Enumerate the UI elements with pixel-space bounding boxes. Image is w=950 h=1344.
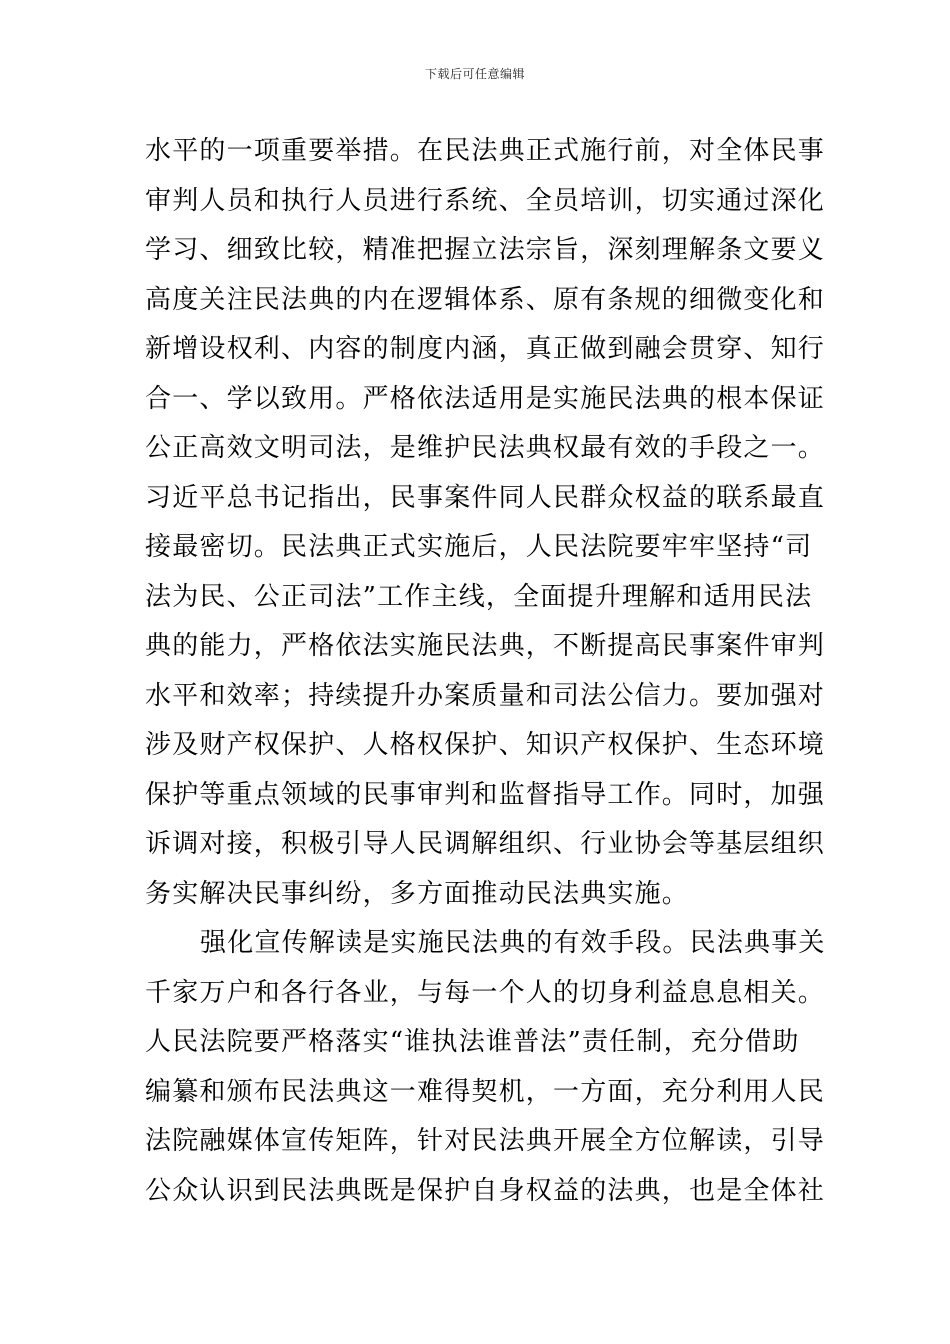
text-line: 新增设权利、内容的制度内涵，真正做到融会贯穿、知行 bbox=[145, 334, 826, 364]
text-line: 法院融媒体宣传矩阵，针对民法典开展全方位解读，引导 bbox=[145, 1126, 826, 1156]
text-line: 编纂和颁布民法典这一难得契机，一方面，充分利用人民 bbox=[145, 1076, 826, 1107]
text-line: 高度关注民法典的内在逻辑体系、原有条规的细微变化和 bbox=[145, 284, 826, 315]
text-line: 审判人员和执行人员进行系统、全员培训，切实通过深化 bbox=[145, 185, 826, 216]
paragraph-first-line: 强化宣传解读是实施民法典的有效手段。民法典事关 bbox=[200, 928, 826, 958]
body-text bbox=[145, 127, 826, 1216]
text-line: 合一、学以致用。严格依法适用是实施民法典的根本保证 bbox=[145, 383, 826, 414]
text-line: 法为民、公正司法”工作主线，全面提升理解和适用民法 bbox=[145, 581, 813, 612]
text-line: 接最密切。民法典正式实施后，人民法院要牢牢坚持“司 bbox=[145, 532, 813, 562]
text-line: 典的能力，严格依法实施民法典，不断提高民事案件审判 bbox=[145, 631, 826, 661]
text-line: 务实解决民事纠纷，多方面推动民法典实施。 bbox=[145, 878, 690, 909]
text-line: 诉调对接，积极引导人民调解组织、行业协会等基层组织 bbox=[145, 829, 826, 859]
text-line: 保护等重点领域的民事审判和监督指导工作。同时，加强 bbox=[145, 779, 826, 810]
page-header-note: 下载后可任意编辑 bbox=[424, 67, 525, 81]
text-line: 水平的一项重要举措。在民法典正式施行前，对全体民事 bbox=[145, 136, 826, 166]
text-line: 人民法院要严格落实“谁执法谁普法”责任制，充分借助 bbox=[145, 1027, 800, 1057]
text-line: 公众认识到民法典既是保护自身权益的法典，也是全体社 bbox=[145, 1175, 826, 1206]
text-line: 水平和效率；持续提升办案质量和司法公信力。要加强对 bbox=[145, 680, 826, 711]
text-line: 学习、细致比较，精准把握立法宗旨，深刻理解条文要义 bbox=[145, 235, 826, 265]
text-line: 习近平总书记指出，民事案件同人民群众权益的联系最直 bbox=[145, 482, 826, 513]
text-line: 涉及财产权保护、人格权保护、知识产权保护、生态环境 bbox=[145, 730, 826, 760]
text-line: 千家万户和各行各业，与每一个人的切身利益息息相关。 bbox=[145, 977, 826, 1008]
text-line: 公正高效文明司法，是维护民法典权最有效的手段之一。 bbox=[145, 433, 826, 463]
